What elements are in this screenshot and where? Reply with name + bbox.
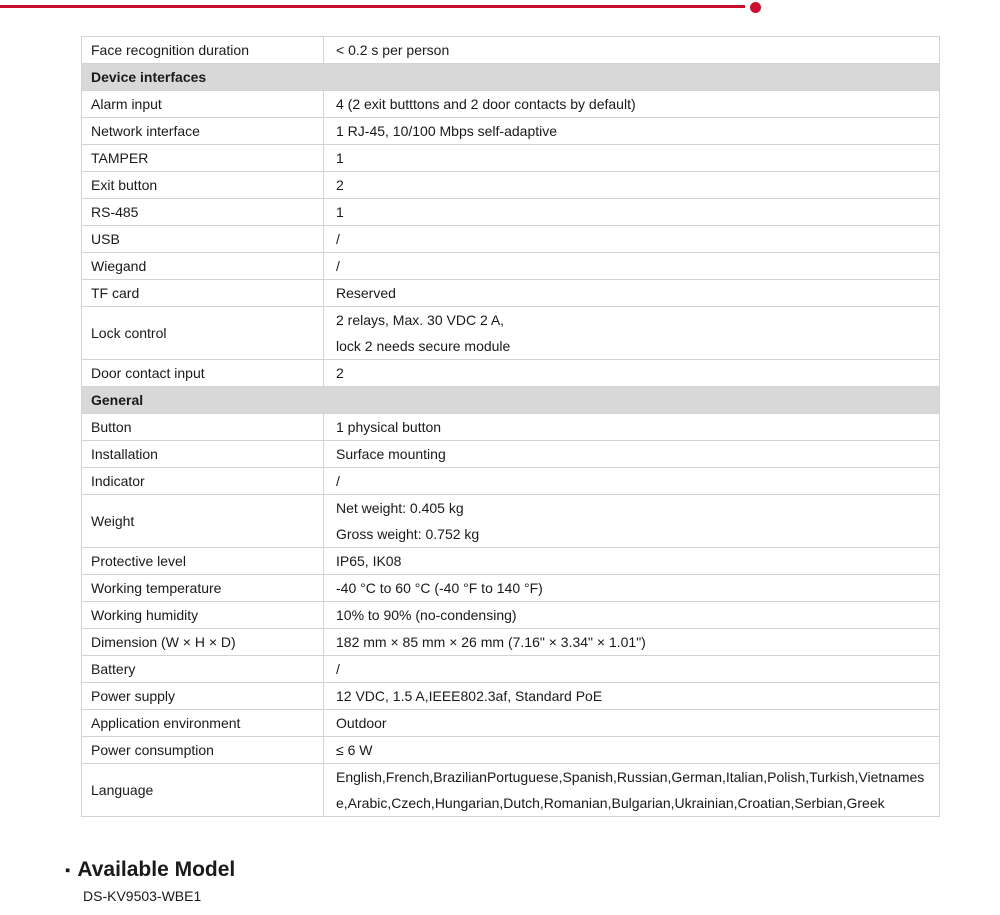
spec-value-line: / [336,258,340,274]
spec-value-line: Net weight: 0.405 kg [336,500,464,516]
spec-row [82,280,940,307]
spec-row [82,37,940,64]
spec-value [324,683,940,710]
spec-label: Weight [82,495,324,548]
square-bullet-icon: ▪ [65,861,71,879]
spec-label: RS-485 [82,199,324,226]
spec-label: Working temperature [82,575,324,602]
spec-value [324,656,940,683]
spec-value-line: / [336,661,340,677]
spec-label: Power consumption [82,737,324,764]
spec-value [324,199,940,226]
spec-value-line: 4 (2 exit butttons and 2 door contacts by default) [336,96,636,112]
spec-label: Alarm input [82,91,324,118]
spec-label: Battery [82,656,324,683]
spec-value [324,280,940,307]
spec-label: Working humidity [82,602,324,629]
spec-row [82,495,940,548]
spec-row [82,307,940,360]
spec-value-line: English,French,BrazilianPortuguese,Spanish,Russian,German,Italian,Polish,Turkish,Vietnamese,Arabic,Czech,Hungarian,Dutch,Romanian,Bulgarian,Ukrainian,Croatian,Serbian,Greek [336,769,925,811]
spec-label: USB [82,226,324,253]
spec-row [82,764,940,817]
spec-row [82,441,940,468]
spec-row [82,656,940,683]
available-model-heading [65,858,235,882]
spec-value [324,360,940,387]
spec-row [82,629,940,656]
spec-value [324,441,940,468]
spec-label: TAMPER [82,145,324,172]
spec-row [82,602,940,629]
spec-table-body [82,37,940,817]
spec-label: TF card [82,280,324,307]
spec-value [324,118,940,145]
spec-row [82,226,940,253]
spec-label: Power supply [82,683,324,710]
spec-value-line: 2 [336,365,344,381]
spec-label: Indicator [82,468,324,495]
spec-label: Language [82,764,324,817]
spec-value [324,602,940,629]
spec-label: Button [82,414,324,441]
available-model-title: Available Model [77,858,236,881]
spec-label: Application environment [82,710,324,737]
spec-table [81,36,940,817]
spec-value-line: lock 2 needs secure module [336,338,511,354]
spec-value [324,737,940,764]
spec-value-line: 1 [336,150,344,166]
spec-value-line: 1 RJ-45, 10/100 Mbps self-adaptive [336,123,558,139]
spec-value [324,495,940,548]
spec-value-line: -40 °C to 60 °C (-40 °F to 140 °F) [336,580,543,596]
spec-row [82,253,940,280]
spec-label: Exit button [82,172,324,199]
spec-value [324,145,940,172]
spec-value-line: 2 relays, Max. 30 VDC 2 A, [336,312,505,328]
spec-row [82,737,940,764]
spec-value-line: 12 VDC, 1.5 A,IEEE802.3af, Standard PoE [336,688,603,704]
spec-value [324,226,940,253]
spec-value-line: < 0.2 s per person [336,42,450,58]
spec-value-line: Outdoor [336,715,387,731]
spec-row [82,145,940,172]
spec-label: Protective level [82,548,324,575]
spec-value [324,629,940,656]
section-row [82,387,940,414]
spec-value-line: 1 physical button [336,419,442,435]
spec-value-line: Reserved [336,285,396,301]
spec-value-line: Gross weight: 0.752 kg [336,526,480,542]
spec-row [82,414,940,441]
red-dot-icon [750,2,761,13]
spec-value [324,764,940,817]
spec-row [82,710,940,737]
spec-value-line: IP65, IK08 [336,553,402,569]
spec-row [82,118,940,145]
spec-label: Network interface [82,118,324,145]
section-header: General [82,387,940,414]
spec-label: Dimension (W × H × D) [82,629,324,656]
spec-row [82,468,940,495]
spec-label: Wiegand [82,253,324,280]
available-model-section [65,858,235,904]
spec-label: Installation [82,441,324,468]
spec-row [82,199,940,226]
spec-value [324,575,940,602]
spec-value-line: 10% to 90% (no-condensing) [336,607,517,623]
spec-label: Lock control [82,307,324,360]
spec-value-line: 182 mm × 85 mm × 26 mm (7.16" × 3.34" × 1.01") [336,634,646,650]
spec-value [324,37,940,64]
red-rule [0,5,745,8]
spec-value [324,710,940,737]
spec-value-line: ≤ 6 W [336,742,373,758]
spec-value [324,414,940,441]
spec-row [82,172,940,199]
spec-value-line: 2 [336,177,344,193]
spec-label: Face recognition duration [82,37,324,64]
section-row [82,64,940,91]
spec-value-line: 1 [336,204,344,220]
spec-value [324,91,940,118]
model-number: DS-KV9503-WBE1 [83,888,202,904]
spec-value [324,307,940,360]
spec-label: Door contact input [82,360,324,387]
section-header: Device interfaces [82,64,940,91]
spec-row [82,548,940,575]
spec-row [82,91,940,118]
spec-row [82,575,940,602]
spec-value-line: / [336,231,340,247]
spec-value [324,253,940,280]
spec-value [324,548,940,575]
spec-value-line: / [336,473,340,489]
spec-value [324,468,940,495]
spec-row [82,683,940,710]
spec-value [324,172,940,199]
spec-row [82,360,940,387]
spec-value-line: Surface mounting [336,446,446,462]
